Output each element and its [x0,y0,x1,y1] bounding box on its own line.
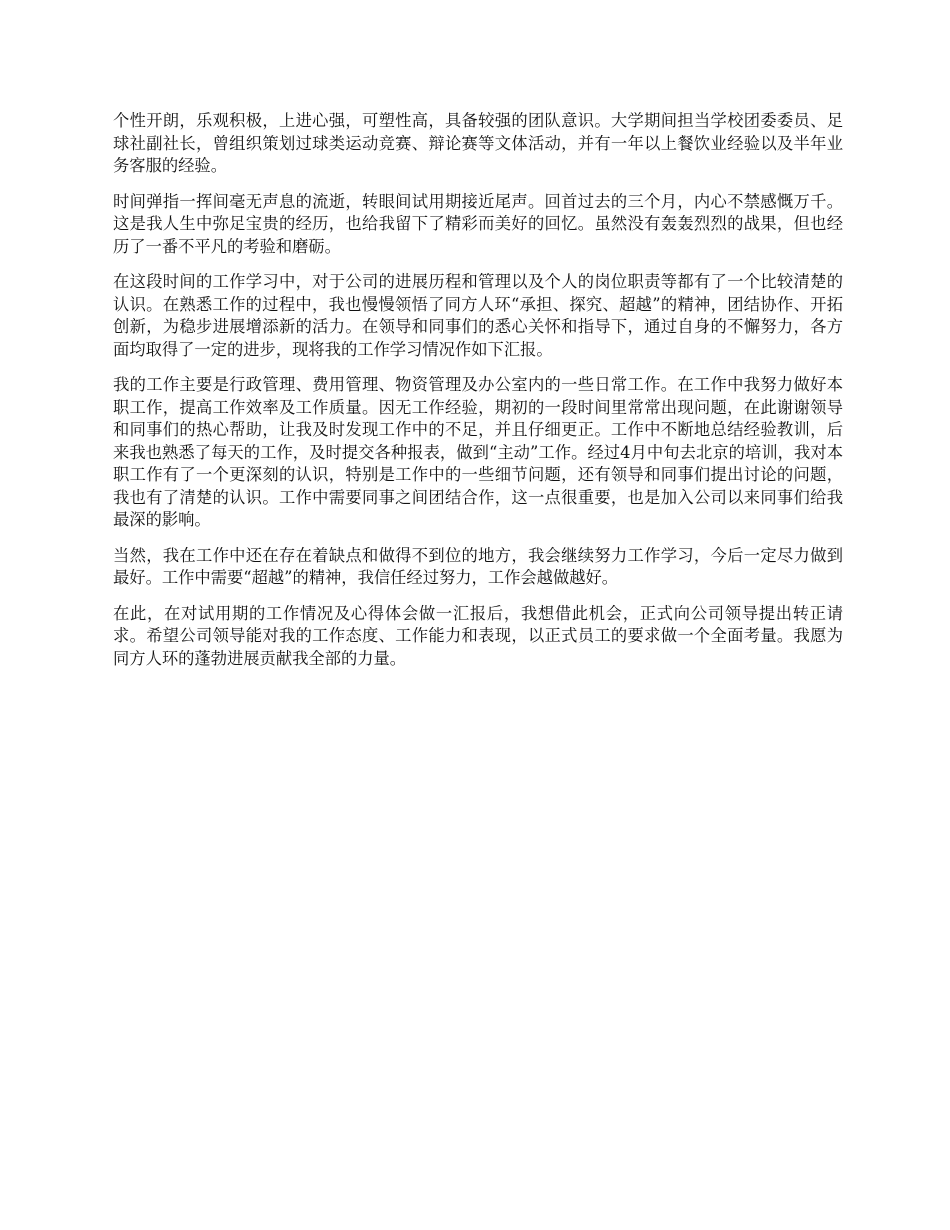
paragraph-6: 在此，在对试用期的工作情况及心得体会做一汇报后，我想借此机会，正式向公司领导提出转正请求。希望公司领导能对我的工作态度、工作能力和表现，以正式员工的要求做一个全面考量。我愿为同方人环的蓬勃进展贡献我全部的力量。 [113,603,843,668]
paragraph-2: 时间弹指一挥间毫无声息的流逝，转眼间试用期接近尾声。回首过去的三个月，内心不禁感慨万千。这是我人生中弥足宝贵的经历，也给我留下了精彩而美好的回忆。虽然没有轰轰烈烈的战果，但也经历了一番不平凡的考验和磨砺。 [113,191,843,256]
paragraph-3: 在这段时间的工作学习中，对于公司的进展历程和管理以及个人的岗位职责等都有了一个比较清楚的认识。在熟悉工作的过程中，我也慢慢领悟了同方人环“承担、探究、超越”的精神，团结协作、开拓创新，为稳步进展增添新的活力。在领导和同事们的悉心关怀和指导下，通过自身的不懈努力，各方面均取得了一定的进步，现将我的工作学习情况作如下汇报。 [113,272,843,359]
paragraph-5: 当然，我在工作中还在存在着缺点和做得不到位的地方，我会继续努力工作学习，今后一定尽力做到最好。工作中需要“超越”的精神，我信任经过努力，工作会越做越好。 [113,545,843,587]
paragraph-1: 个性开朗，乐观积极，上进心强，可塑性高，具备较强的团队意识。大学期间担当学校团委委员、足球社副社长，曾组织策划过球类运动竞赛、辩论赛等文体活动，并有一年以上餐饮业经验以及半年业务客服的经验。 [113,111,843,175]
document-page [113,110,843,683]
paragraph-4: 我的工作主要是行政管理、费用管理、物资管理及办公室内的一些日常工作。在工作中我努力做好本职工作，提高工作效率及工作质量。因无工作经验，期初的一段时间里常常出现问题，在此谢谢领导和同事们的热心帮助，让我及时发现工作中的不足，并且仔细更正。工作中不断地总结经验教训，后来我也熟悉了每天的工作，及时提交各种报表，做到“主动”工作。经过4月中旬去北京的培训，我对本职工作有了一个更深刻的认识，特别是工作中的一些细节问题，还有领导和同事们提出讨论的问题，我也有了清楚的认识。工作中需要同事之间团结合作，这一点很重要，也是加入公司以来同事们给我最深的影响。 [113,375,843,529]
